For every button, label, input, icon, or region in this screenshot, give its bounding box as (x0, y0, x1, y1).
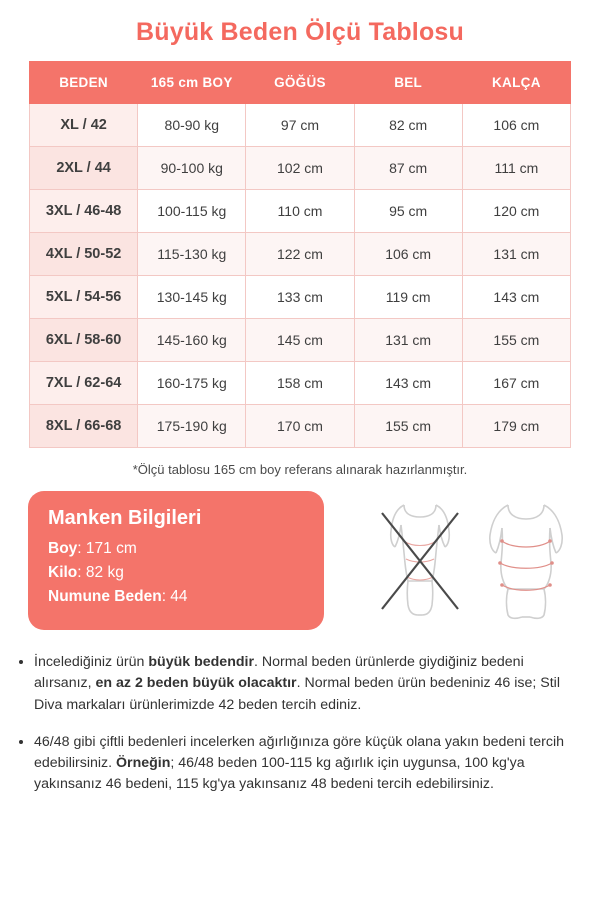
cell-boy: 100-115 kg (138, 190, 246, 233)
size-table (29, 61, 571, 448)
column-header-boy: 165 cm BOY (138, 62, 246, 104)
cell-gogus: 158 cm (246, 362, 354, 405)
cell-beden: 8XL / 66-68 (30, 405, 138, 448)
model-weight-value: : 82 kg (77, 564, 124, 581)
model-info-card (28, 491, 324, 630)
column-header-beden: BEDEN (30, 62, 138, 104)
cell-gogus: 110 cm (246, 190, 354, 233)
cell-boy: 130-145 kg (138, 276, 246, 319)
bullet-text-1: İncelediğiniz ürün büyük bedendir. Normal beden ürünlerde giydiğiniz bedeni alırsanız, en az 2 beden büyük olacaktır. Normal beden ürün bedeniniz 46 ise; Stil Diva markaları ürünlerimizde 42 beden tercih ediniz. (34, 654, 560, 713)
table-row (30, 233, 571, 276)
table-row (30, 362, 571, 405)
model-weight-label: Kilo (48, 564, 78, 581)
table-header-row (30, 62, 571, 104)
cell-kalca: 155 cm (462, 319, 570, 362)
table-row (30, 147, 571, 190)
column-header-kalca: KALÇA (462, 62, 570, 104)
model-height-value: : 171 cm (77, 540, 137, 557)
info-bullet-list (34, 652, 570, 796)
cell-bel: 106 cm (354, 233, 462, 276)
plus-size-body-measurement-icon (480, 497, 572, 622)
cell-boy: 90-100 kg (138, 147, 246, 190)
cell-boy: 145-160 kg (138, 319, 246, 362)
cell-beden: 6XL / 58-60 (30, 319, 138, 362)
cell-beden: XL / 42 (30, 104, 138, 147)
cell-boy: 80-90 kg (138, 104, 246, 147)
cell-beden: 2XL / 44 (30, 147, 138, 190)
cell-bel: 155 cm (354, 405, 462, 448)
cell-bel: 95 cm (354, 190, 462, 233)
cell-bel: 143 cm (354, 362, 462, 405)
cell-boy: 175-190 kg (138, 405, 246, 448)
cell-gogus: 122 cm (246, 233, 354, 276)
table-row (30, 190, 571, 233)
table-footnote: *Ölçü tablosu 165 cm boy referans alınarak hazırlanmıştır. (132, 462, 468, 477)
cell-boy: 160-175 kg (138, 362, 246, 405)
cell-kalca: 106 cm (462, 104, 570, 147)
cell-bel: 82 cm (354, 104, 462, 147)
cell-gogus: 133 cm (246, 276, 354, 319)
model-info-heading: Manken Bilgileri (48, 507, 202, 529)
cell-beden: 5XL / 54-56 (30, 276, 138, 319)
cell-boy: 115-130 kg (138, 233, 246, 276)
cell-kalca: 120 cm (462, 190, 570, 233)
model-sample-size-line (48, 588, 304, 606)
list-item (34, 732, 570, 796)
cell-beden: 3XL / 46-48 (30, 190, 138, 233)
cell-bel: 87 cm (354, 147, 462, 190)
cell-kalca: 111 cm (462, 147, 570, 190)
model-sample-size-label: Numune Beden (48, 588, 162, 605)
model-info-section (28, 491, 572, 630)
cell-gogus: 170 cm (246, 405, 354, 448)
column-header-bel: BEL (354, 62, 462, 104)
table-row (30, 405, 571, 448)
bullet-text-2: 46/48 gibi çiftli bedenleri incelerken ağırlığınıza göre küçük olana yakın bedeni tercih edebilirsiniz. Örneğin; 46/48 beden 100-115 kg ağırlık için uygunsa, 100 kg'ya yakınsanız 46 bedeni, 115 kg'ya yakınsanız 48 bedeni tercih edebilirsiniz. (34, 733, 564, 793)
cell-beden: 4XL / 50-52 (30, 233, 138, 276)
model-weight-line (48, 564, 304, 582)
table-row (30, 104, 571, 147)
cell-kalca: 179 cm (462, 405, 570, 448)
cell-kalca: 143 cm (462, 276, 570, 319)
table-row (30, 276, 571, 319)
cell-beden: 7XL / 62-64 (30, 362, 138, 405)
model-sample-size-value: : 44 (161, 588, 188, 605)
cell-bel: 119 cm (354, 276, 462, 319)
page-title: Büyük Beden Ölçü Tablosu (136, 18, 464, 46)
cell-kalca: 131 cm (462, 233, 570, 276)
table-row (30, 319, 571, 362)
crossed-out-slim-body-icon (374, 497, 466, 622)
cell-kalca: 167 cm (462, 362, 570, 405)
cell-gogus: 97 cm (246, 104, 354, 147)
column-header-gogus: GÖĞÜS (246, 62, 354, 104)
cell-gogus: 102 cm (246, 147, 354, 190)
cell-bel: 131 cm (354, 319, 462, 362)
model-height-label: Boy (48, 540, 78, 557)
body-figures (374, 491, 572, 622)
cell-gogus: 145 cm (246, 319, 354, 362)
list-item (34, 652, 570, 716)
model-height-line (48, 540, 304, 558)
